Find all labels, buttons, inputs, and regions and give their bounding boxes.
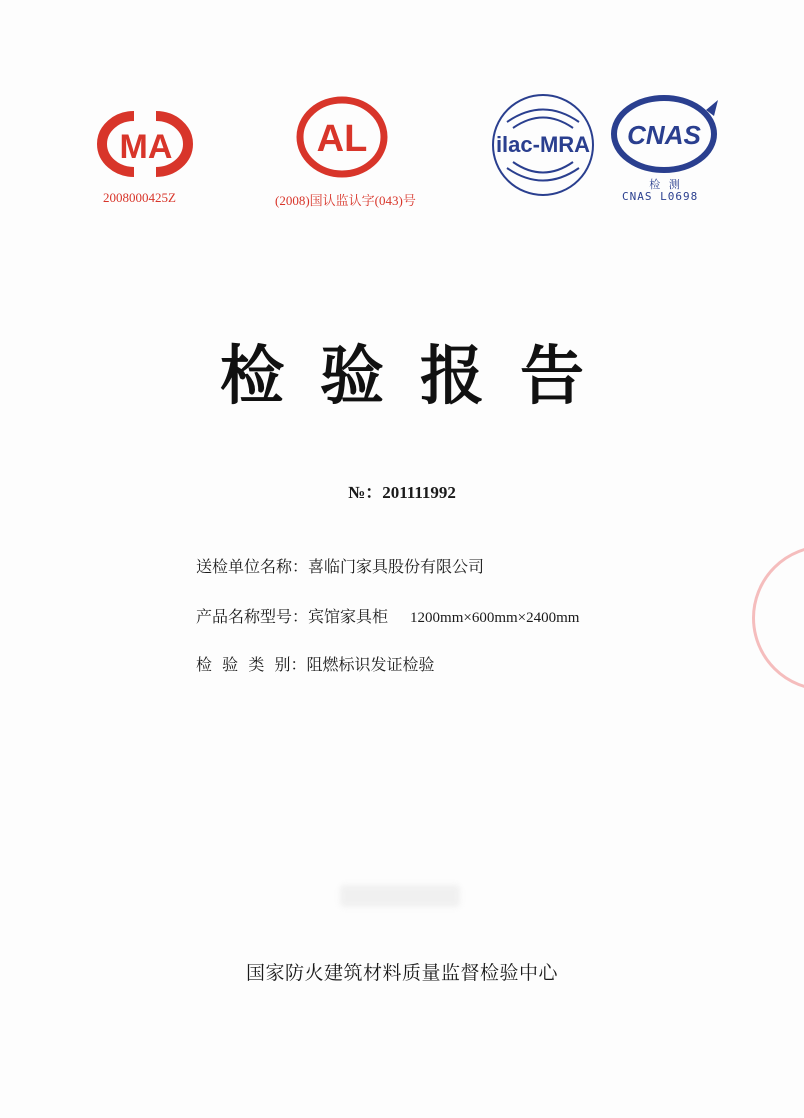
cnas-logo-text: CNAS [627, 120, 701, 150]
client-label: 送检单位名称： [196, 557, 309, 576]
product-value: 宾馆家具柜 [308, 607, 389, 626]
cal-number: (2008)国认监认字(043)号 [275, 193, 416, 208]
product-label: 产品名称型号： [196, 607, 309, 626]
client-value: 喜临门家具股份有限公司 [308, 557, 485, 576]
red-seal-stamp [752, 545, 804, 691]
category-label: 检 验 类 别： [196, 655, 307, 674]
product-row [196, 604, 579, 627]
cma-logo [84, 108, 208, 180]
faint-mark [340, 885, 460, 907]
category-value: 阻燃标识发证检验 [306, 655, 435, 674]
ilac-mra-logo [487, 92, 599, 198]
cnas-logo [610, 94, 722, 178]
cma-logo-text: MA [119, 128, 173, 166]
report-number: №：201111992 [348, 483, 456, 502]
report-title: 检验报告 [220, 340, 620, 414]
client-row [196, 554, 484, 577]
cma-number: 2008000425Z [103, 190, 176, 205]
category-row [196, 652, 435, 675]
product-size: 1200mm×600mm×2400mm [410, 610, 580, 626]
cal-logo [296, 96, 388, 178]
cnas-number: CNAS L0698 [622, 190, 699, 203]
cnas-caption-top: 检 测 [649, 178, 681, 191]
lab-name: 国家防火建筑材料质量监督检验中心 [245, 962, 558, 984]
ilac-mra-logo-text: ilac-MRA [495, 132, 591, 157]
cal-logo-text: AL [316, 118, 368, 160]
